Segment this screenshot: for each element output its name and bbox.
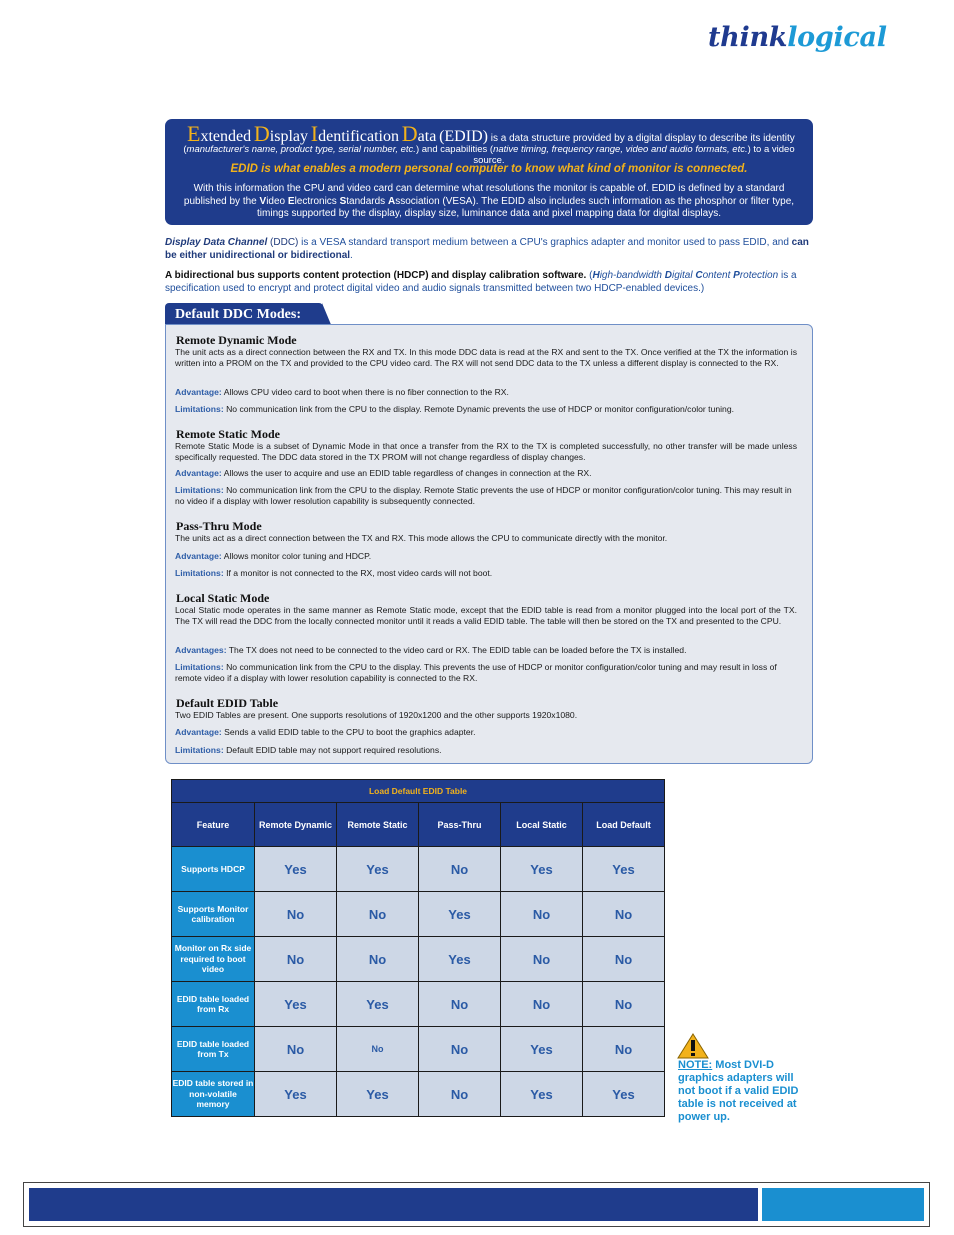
text-fragment: igital [671, 270, 696, 281]
advantage-label: Advantage: [175, 727, 222, 737]
column-header: Remote Dynamic [255, 803, 337, 847]
text-fragment: is a specification used to encrypt and protect digital video and audio signals transmitted between two HDCP-enabled devices.) [165, 270, 797, 294]
table-cell: Yes [255, 1072, 337, 1117]
row-feature: Supports HDCP [172, 847, 255, 892]
row-feature: EDID table loaded from Tx [172, 1027, 255, 1072]
mode-text-default-edid: Two EDID Tables are present. One supports resolutions of 1920x1200 and the other supports 1920x1080. [175, 710, 578, 720]
text-fragment: ) and capabilities ( [415, 144, 494, 155]
text-fragment: A [387, 195, 396, 207]
table-cell: Yes [501, 1027, 583, 1072]
text-fragment: ssociation [395, 195, 440, 207]
table-cell: No [501, 937, 583, 982]
text-fragment: manufacturer's name, product type, serial number, etc. [186, 144, 416, 155]
mode-advantage-pass-thru [175, 551, 800, 562]
table-cell: Yes [337, 847, 419, 892]
mode-limitations-local-static [175, 662, 800, 684]
table-cell: Yes [583, 847, 665, 892]
table-cell: No [255, 892, 337, 937]
limitations-label: Limitations: [175, 485, 224, 495]
mode-title-local-static: Local Static Mode [176, 591, 270, 605]
table-cell: No [419, 847, 501, 892]
mode-limitations-remote-dynamic [175, 404, 800, 415]
table-cell: No [583, 892, 665, 937]
bidirectional-statement: A bidirectional bus supports content protection (HDCP) and display calibration software. [165, 270, 587, 281]
table-row [172, 982, 665, 1027]
advantage-label: Advantage: [175, 551, 222, 561]
mode-advantage-remote-dynamic [175, 387, 800, 398]
text-fragment: can be either unidirectional or bidirectional [165, 237, 809, 261]
text-fragment: With this information the CPU and video card can determine what resolutions the monitor is capable of. EDID is defined by a standard published by the [183, 183, 785, 207]
bidirectional-paragraph [165, 269, 815, 295]
table-row [172, 847, 665, 892]
table-cell: No [501, 982, 583, 1027]
text-fragment: ( [586, 270, 593, 281]
advantage-label: Advantages: [175, 645, 227, 655]
default-ddc-modes-heading: Default DDC Modes: [165, 303, 323, 327]
table-row [172, 1072, 665, 1117]
mode-advantage-remote-static [175, 468, 800, 479]
column-header: Pass-Thru [419, 803, 501, 847]
text-fragment: E [287, 195, 295, 207]
mode-text-remote-dynamic: The unit acts as a direct connection between the RX and TX. In this mode DDC data is read at the RX and sent to the TX. Once verified at the TX the information is written into a PROM on the TX and provided to the CPU video card. The RX will not send DDC data to the TX unless a different display is connected to the RX. [175, 347, 797, 368]
table-cell: No [583, 1027, 665, 1072]
edid-cap-d: D [253, 121, 270, 146]
edid-term-part: ata [417, 128, 437, 145]
edid-cap-d2: D [401, 121, 418, 146]
column-header: Load Default [583, 803, 665, 847]
limitations-label: Limitations: [175, 568, 224, 578]
table-cell: Yes [337, 982, 419, 1027]
table-cell: Yes [419, 937, 501, 982]
text-fragment: ontent [702, 270, 731, 281]
edid-definition-suffix: is a data structure provided by a digital display to describe its identity [487, 133, 795, 144]
edid-cap-i: I [310, 121, 319, 146]
text-fragment: lectronics [294, 195, 340, 207]
table-cell: No [419, 982, 501, 1027]
table-cell: No [337, 892, 419, 937]
text-fragment: D [664, 270, 672, 281]
table-row [172, 1027, 665, 1072]
mode-advantage-default-edid [175, 727, 800, 738]
limitations-text: Default EDID table may not support required resolutions. [223, 745, 442, 755]
table-header-row [172, 803, 665, 847]
text-fragment: ideo [266, 195, 288, 207]
advantage-text: Allows CPU video card to boot when there is no fiber connection to the RX. [221, 387, 509, 397]
logo-logical: logical [787, 22, 887, 53]
limitations-label: Limitations: [175, 662, 224, 672]
mode-title-remote-static: Remote Static Mode [176, 427, 280, 441]
edid-tagline: EDID is what enables a modern personal computer to know what kind of monitor is connected. [230, 163, 748, 175]
table-cell: Yes [501, 1072, 583, 1117]
advantage-text: Allows the user to acquire and use an EDID table regardless of changes in connection at the RX. [221, 468, 592, 478]
table-row [172, 937, 665, 982]
limitations-text: No communication link from the CPU to the display. Remote Dynamic prevents the use of HDCP or monitor configuration/color tuning. [223, 404, 734, 414]
edid-intro-box [165, 119, 813, 225]
text-fragment: native timing, frequency range, video and audio formats, etc. [493, 144, 748, 155]
table-cell: Yes [419, 892, 501, 937]
limitations-text: If a monitor is not connected to the RX, most video cards will not boot. [223, 568, 493, 578]
advantage-text: The TX does not need to be connected to the video card or RX. The EDID table can be loaded before the TX is installed. [226, 645, 687, 655]
text-fragment: tandards [346, 195, 388, 207]
text-fragment: igh-bandwidth [599, 270, 665, 281]
limitations-label: Limitations: [175, 404, 224, 414]
column-header: Feature [172, 803, 255, 847]
text-fragment: P [733, 270, 740, 281]
limitations-text: No communication link from the CPU to the display. Remote Static prevents the use of HDCP or monitor configuration/color tuning. This may result in no video if a display with lower resolution capability is subsequently connected. [175, 485, 792, 506]
mode-text-remote-static: Remote Static Mode is a subset of Dynamic Mode in that once a transfer from the RX to the TX is completed successfully, no other transfer will be made unless specifically requested. The DDC data stored in the TX PROM will not change regardless of display changes. [175, 441, 797, 462]
row-feature: EDID table loaded from Rx [172, 982, 255, 1027]
advantage-label: Advantage: [175, 387, 222, 397]
table-cell: No [583, 982, 665, 1027]
mode-title-remote-dynamic: Remote Dynamic Mode [176, 333, 297, 347]
footer-bar-right [762, 1188, 924, 1221]
table-cell: No [255, 937, 337, 982]
table-cell: Yes [337, 1072, 419, 1117]
text-fragment: S [339, 195, 347, 207]
edid-mode-comparison-table [171, 779, 665, 1117]
text-fragment: V [259, 195, 267, 207]
table-cell: Yes [255, 982, 337, 1027]
table-row [172, 892, 665, 937]
column-header: Remote Static [337, 803, 419, 847]
mode-text-local-static: Local Static mode operates in the same manner as Remote Static mode, except that the EDID table is read from a monitor plugged into the local port of the TX. The TX will read the DDC from the locally connected monitor until it reads a valid EDID table. The table will then be stored on the TX and presented to the CPU. [175, 605, 797, 626]
table-cell: No [255, 1027, 337, 1072]
table-cell: Yes [583, 1072, 665, 1117]
edid-term-part: dentification [318, 128, 399, 145]
mode-advantage-local-static [175, 645, 800, 656]
text-fragment: rotection [739, 270, 779, 281]
column-header: Local Static [501, 803, 583, 847]
edid-abbr: (EDID) [439, 128, 488, 145]
edid-description [171, 183, 807, 221]
note-text: Most DVI-D graphics adapters will not boot if a valid EDID table is not received at power up. [678, 1059, 799, 1123]
thinklogical-logo [708, 22, 887, 53]
text-fragment: ) to a video source. [473, 144, 795, 166]
mode-limitations-pass-thru [175, 568, 800, 579]
mode-limitations-default-edid [175, 745, 800, 756]
table-cell: No [501, 892, 583, 937]
dvi-note [678, 1059, 808, 1124]
row-feature: EDID table stored in non-volatile memory [172, 1072, 255, 1117]
footer-bar-left [29, 1188, 758, 1221]
table-cell: Yes [255, 847, 337, 892]
table-cell: No [583, 937, 665, 982]
mode-text-pass-thru: The units act as a direct connection between the TX and RX. This mode allows the CPU to communicate directly with the monitor. [175, 533, 668, 543]
table-title-row [172, 780, 665, 803]
text-fragment: . [350, 250, 353, 261]
limitations-label: Limitations: [175, 745, 224, 755]
ddc-paragraph [165, 236, 815, 262]
table-cell: No [337, 937, 419, 982]
row-feature: Supports Monitor calibration [172, 892, 255, 937]
text-fragment: ( [183, 144, 187, 155]
table-cell: Yes [501, 847, 583, 892]
advantage-text: Sends a valid EDID table to the CPU to boot the graphics adapter. [221, 727, 476, 737]
edid-term-part: isplay [269, 128, 308, 145]
limitations-text: No communication link from the CPU to the display. This prevents the use of HDCP or monitor configuration/color tuning and may result in loss of remote video if a display with lower resolution capability is connected to the RX. [175, 662, 777, 683]
table-cell: No [419, 1027, 501, 1072]
row-feature: Monitor on Rx side required to boot video [172, 937, 255, 982]
logo-think: think [708, 22, 788, 53]
mode-limitations-remote-static [175, 485, 800, 507]
ddc-term: Display Data Channel [165, 237, 268, 248]
advantage-text: Allows monitor color tuning and HDCP. [221, 551, 372, 561]
text-fragment: (VESA). The EDID also includes such information as the phosphor or filter type, timings supported by the display, display size, luminance data and pixel mapping data for digital displays. [257, 195, 795, 219]
mode-title-default-edid: Default EDID Table [176, 696, 279, 710]
table-cell: No [419, 1072, 501, 1117]
table-title: Load Default EDID Table [172, 780, 665, 803]
mode-title-pass-thru: Pass-Thru Mode [176, 519, 262, 533]
advantage-label: Advantage: [175, 468, 222, 478]
table-cell: No [337, 1027, 419, 1072]
text-fragment: is a VESA standard transport medium between a CPU's graphics adapter and monitor used to pass EDID, and [298, 237, 792, 248]
ddc-abbr: (DDC) [267, 237, 299, 248]
text-fragment: H [592, 270, 600, 281]
text-fragment: C [695, 270, 703, 281]
edid-cap-e: E [187, 121, 201, 146]
edid-term-part: xtended [200, 128, 252, 145]
note-label: NOTE: [678, 1059, 713, 1071]
